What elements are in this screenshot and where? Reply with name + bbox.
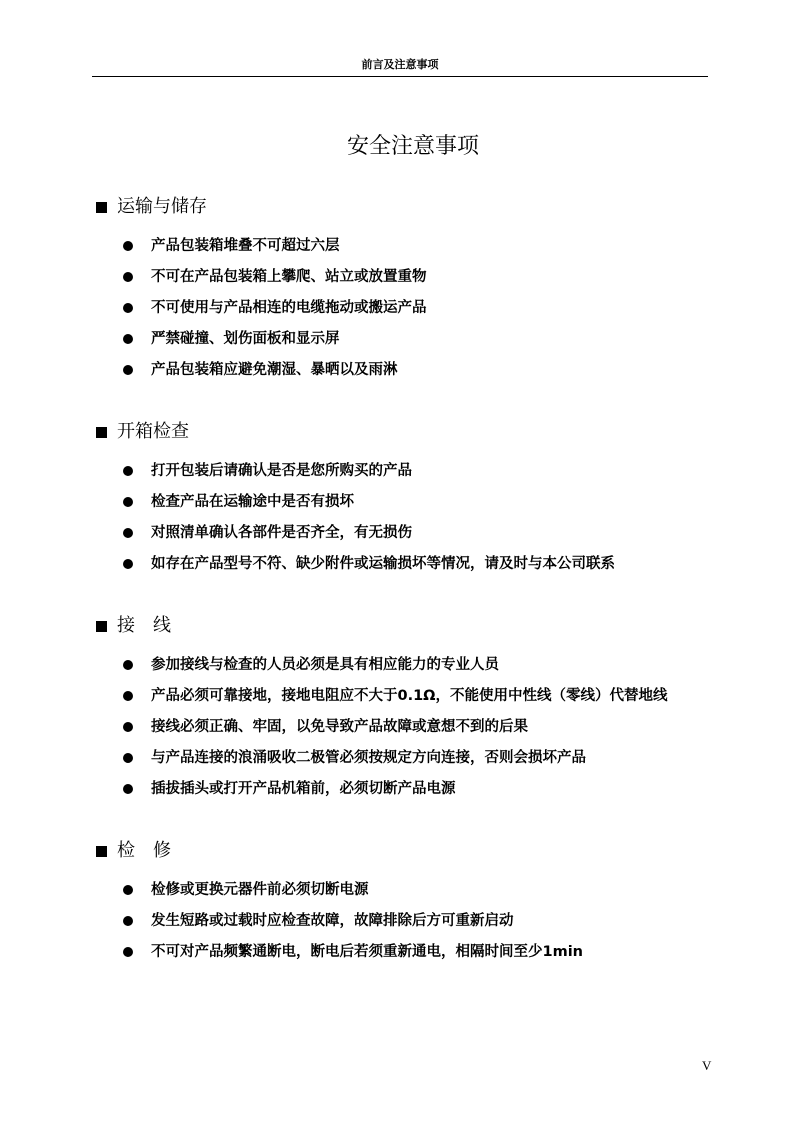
- bullet-dot-icon: [123, 885, 133, 895]
- bullet-dot-icon: [123, 947, 133, 957]
- list-item-text: 如存在产品型号不符、缺少附件或运输损坏等情况，请及时与本公司联系: [151, 555, 615, 572]
- list-item-text: 与产品连接的浪涌吸收二极管必须按规定方向连接，否则会损坏产品: [151, 749, 586, 766]
- square-bullet-icon: [96, 427, 107, 438]
- list-item-text: 参加接线与检查的人员必须是具有相应能力的专业人员: [151, 657, 499, 674]
- section-heading: [96, 420, 189, 444]
- list-item-text: 不可使用与产品相连的电缆拖动或搬运产品: [151, 299, 427, 316]
- bullet-dot-icon: [123, 528, 133, 538]
- list-item-text: 产品包装箱堆叠不可超过六层: [151, 238, 340, 255]
- bullet-dot-icon: [123, 691, 133, 701]
- section-heading: [96, 195, 207, 219]
- bullet-dot-icon: [123, 303, 133, 313]
- bullet-dot-icon: [123, 660, 133, 670]
- list-item-text: 检查产品在运输途中是否有损坏: [151, 494, 354, 511]
- bullet-dot-icon: [123, 365, 133, 375]
- bullet-dot-icon: [123, 784, 133, 794]
- section-heading: [96, 839, 171, 863]
- bullet-dot-icon: [123, 916, 133, 926]
- page-number: V: [702, 1058, 712, 1073]
- bullet-dot-icon: [123, 241, 133, 251]
- section-heading-text: 运输与储存: [117, 196, 207, 217]
- bullet-dot-icon: [123, 497, 133, 507]
- bullet-dot-icon: [123, 334, 133, 344]
- list-item-text: 不可在产品包装箱上攀爬、站立或放置重物: [151, 269, 427, 286]
- bullet-dot-icon: [123, 559, 133, 569]
- bullet-dot-icon: [123, 466, 133, 476]
- section-heading-text: 检 修: [117, 840, 171, 861]
- list-item-text: 检修或更换元器件前必须切断电源: [151, 882, 369, 899]
- bullet-dot-icon: [123, 753, 133, 763]
- bullet-dot-icon: [123, 722, 133, 732]
- section-heading-text: 开箱检查: [117, 421, 189, 442]
- square-bullet-icon: [96, 621, 107, 632]
- section-heading: [96, 614, 171, 638]
- list-item-text: 打开包装后请确认是否是您所购买的产品: [151, 463, 412, 480]
- square-bullet-icon: [96, 846, 107, 857]
- section-heading-text: 接 线: [117, 615, 171, 636]
- header-divider: [92, 76, 708, 77]
- list-item-text: 发生短路或过载时应检查故障，故障排除后方可重新启动: [151, 913, 514, 930]
- list-item-text: 接线必须正确、牢固，以免导致产品故障或意想不到的后果: [151, 718, 528, 735]
- bullet-dot-icon: [123, 272, 133, 282]
- list-item-text: 对照清单确认各部件是否齐全，有无损伤: [151, 524, 412, 541]
- page-title: 安全注意事项: [346, 134, 479, 159]
- list-item-text: 插拔插头或打开产品机箱前，必须切断产品电源: [151, 780, 456, 797]
- square-bullet-icon: [96, 202, 107, 213]
- list-item-text: 产品必须可靠接地，接地电阻应不大于0.1Ω，不能使用中性线（零线）代替地线: [151, 688, 668, 705]
- running-header: 前言及注意事项: [361, 58, 439, 71]
- list-item-text: 产品包装箱应避免潮湿、暴晒以及雨淋: [151, 361, 398, 378]
- list-item-text: 严禁碰撞、划伤面板和显示屏: [151, 330, 340, 347]
- list-item-text: 不可对产品频繁通断电，断电后若须重新通电，相隔时间至少1min: [151, 943, 583, 960]
